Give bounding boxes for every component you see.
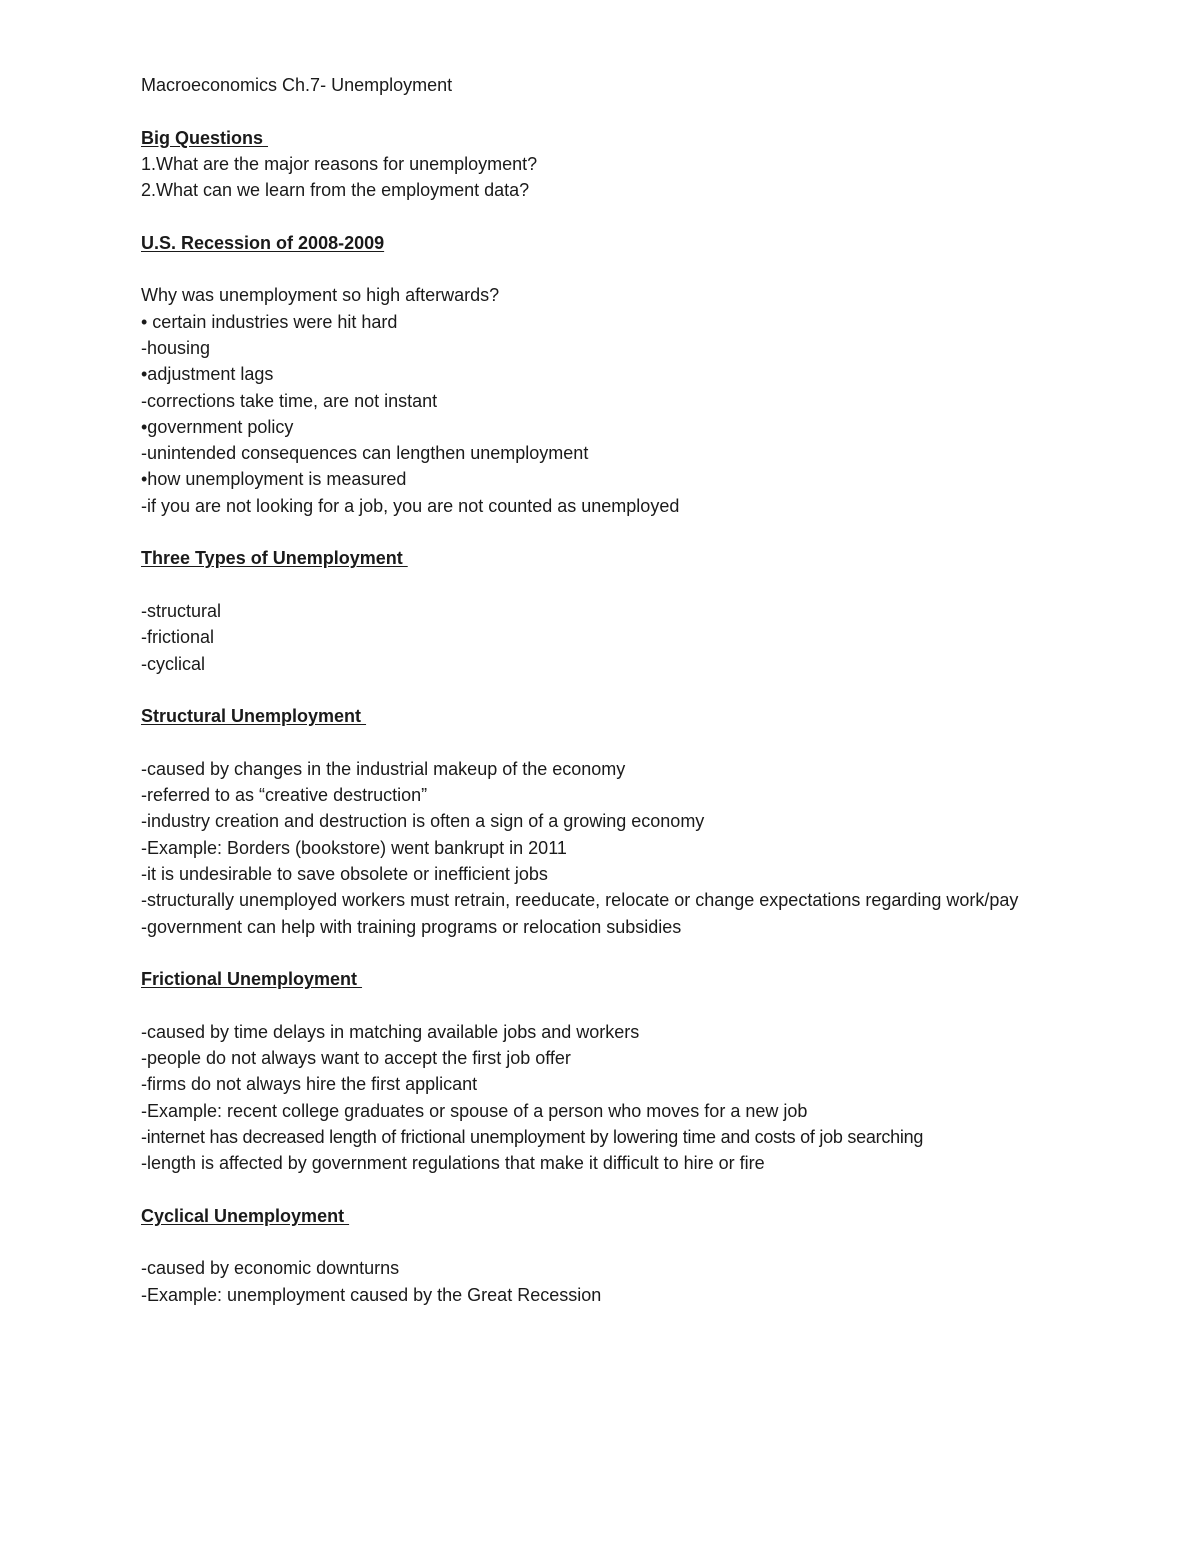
structural-line: -it is undesirable to save obsolete or inefficient jobs xyxy=(141,863,548,884)
structural-line: -government can help with training programs or relocation subsidies xyxy=(141,916,682,937)
recession-line: •government policy xyxy=(141,416,294,437)
recession-line: -corrections take time, are not instant xyxy=(141,390,438,411)
big-questions-heading: Big Questions xyxy=(141,127,269,148)
spacer xyxy=(141,519,1061,545)
document-title: Macroeconomics Ch.7- Unemployment xyxy=(141,75,453,95)
structural-heading: Structural Unemployment xyxy=(141,706,367,727)
type-item: -cyclical xyxy=(141,653,206,674)
frictional-line: -firms do not always hire the first applicant xyxy=(141,1074,478,1095)
spacer xyxy=(141,1176,1061,1202)
recession-line: • certain industries were hit hard xyxy=(141,311,398,332)
type-item: -frictional xyxy=(141,627,215,648)
spacer xyxy=(141,992,1061,1018)
recession-line: •adjustment lags xyxy=(141,364,274,385)
three-types-heading: Three Types of Unemployment xyxy=(141,548,408,569)
recession-line: -unintended consequences can lengthen unemployment xyxy=(141,443,589,464)
structural-line: -industry creation and destruction is often a sign of a growing economy xyxy=(141,811,705,832)
recession-question: Why was unemployment so high afterwards? xyxy=(141,285,500,306)
cyclical-section xyxy=(141,1203,1061,1308)
frictional-line: -people do not always want to accept the first job offer xyxy=(141,1047,571,1068)
recession-section xyxy=(141,230,1061,519)
question-item: 2.What can we learn from the employment data? xyxy=(141,180,530,201)
spacer xyxy=(141,677,1061,703)
structural-line: -referred to as “creative destruction” xyxy=(141,785,428,806)
structural-line: -Example: Borders (bookstore) went bankrupt in 2011 xyxy=(141,837,567,858)
three-types-section xyxy=(141,545,1061,676)
recession-heading: U.S. Recession of 2008-2009 xyxy=(141,232,385,253)
spacer xyxy=(141,1229,1061,1255)
frictional-line: -internet has decreased length of frictional unemployment by lowering time and costs of job searching xyxy=(141,1126,924,1147)
recession-line: -housing xyxy=(141,337,211,358)
spacer xyxy=(141,729,1061,755)
cyclical-line: -Example: unemployment caused by the Great Recession xyxy=(141,1284,602,1305)
frictional-line: -Example: recent college graduates or spouse of a person who moves for a new job xyxy=(141,1100,808,1121)
structural-section xyxy=(141,703,1061,940)
structural-line: -structurally unemployed workers must retrain, reeducate, relocate or change expectations regarding work/pay xyxy=(141,890,1019,911)
recession-line: •how unemployment is measured xyxy=(141,469,407,490)
type-item: -structural xyxy=(141,600,222,621)
question-item: 1.What are the major reasons for unemployment? xyxy=(141,153,538,174)
big-questions-section xyxy=(141,125,1061,204)
frictional-heading: Frictional Unemployment xyxy=(141,969,363,990)
spacer xyxy=(141,98,1061,124)
frictional-section xyxy=(141,966,1061,1176)
spacer xyxy=(141,203,1061,229)
recession-line: -if you are not looking for a job, you are not counted as unemployed xyxy=(141,495,680,516)
structural-line: -caused by changes in the industrial makeup of the economy xyxy=(141,758,626,779)
spacer xyxy=(141,256,1061,282)
frictional-line: -caused by time delays in matching available jobs and workers xyxy=(141,1021,640,1042)
document-page xyxy=(141,72,1061,1308)
spacer xyxy=(141,572,1061,598)
frictional-line: -length is affected by government regulations that make it difficult to hire or fire xyxy=(141,1153,765,1174)
spacer xyxy=(141,940,1061,966)
cyclical-heading: Cyclical Unemployment xyxy=(141,1205,350,1226)
cyclical-line: -caused by economic downturns xyxy=(141,1258,400,1279)
